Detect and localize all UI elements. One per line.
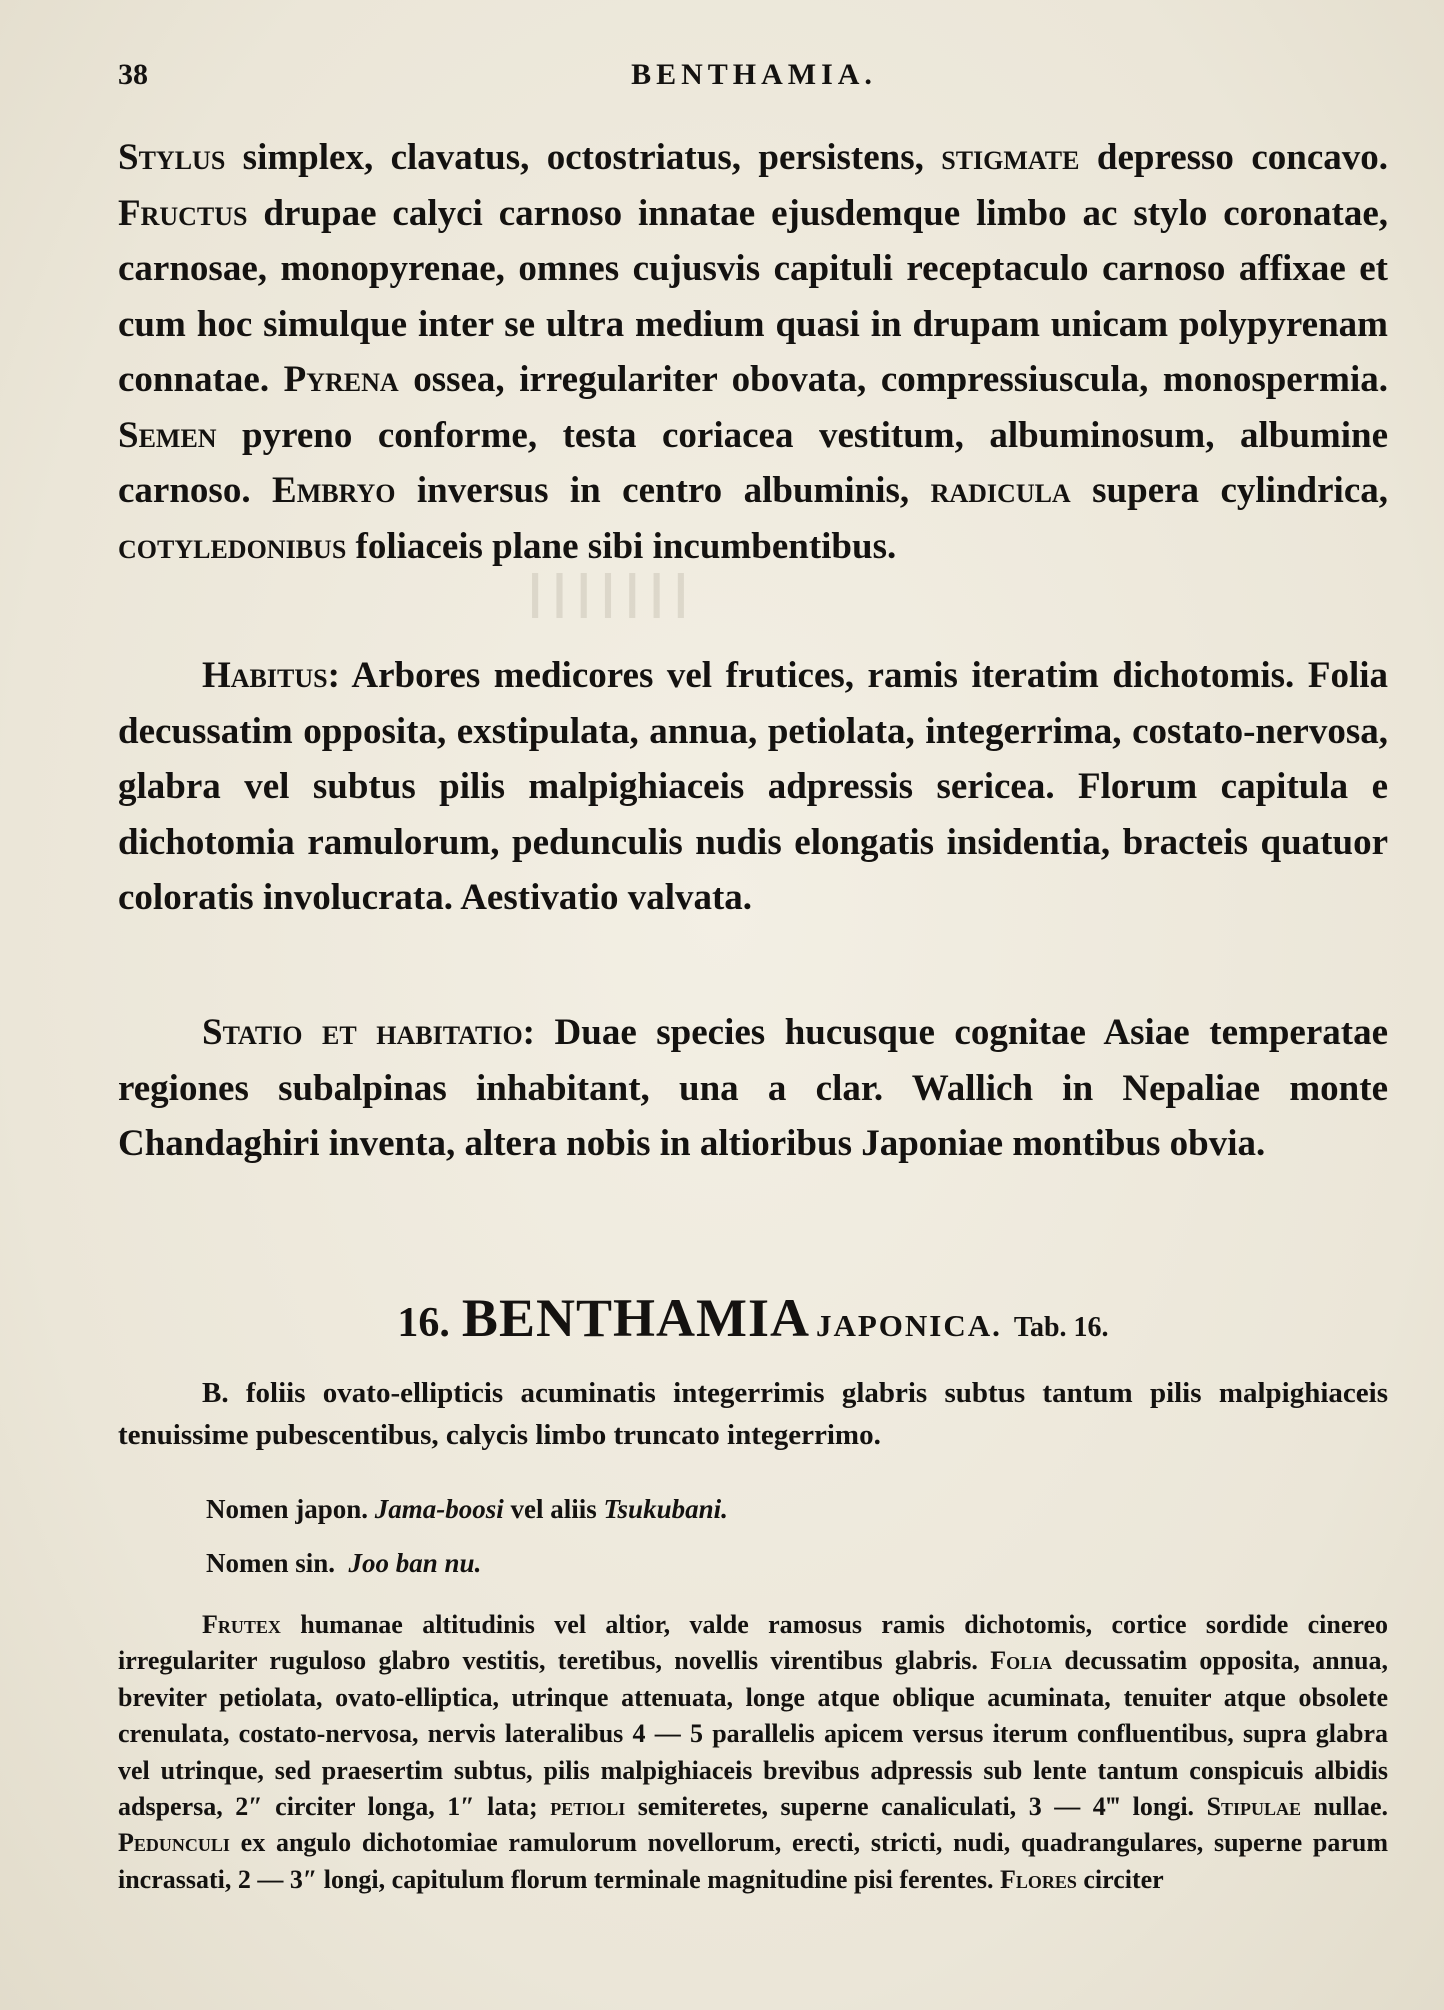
term-stigmate: stigmate <box>941 137 1080 178</box>
species-heading <box>118 1284 1388 1363</box>
term-stipulae: Stipulae <box>1206 1792 1302 1822</box>
text-run: ex angulo dichotomiae ramulorum novellorum, erecti, stricti, nudi, quadrangulares, superne parum incrassati, 2 — 3″ longi, capitulum florum terminale magnitudine pisi ferentes. <box>118 1828 1388 1894</box>
nomen-japonicum <box>206 1494 728 1525</box>
text-run: ossea, irregulariter obovata, compressiuscula, monospermia. <box>398 359 1388 400</box>
text-run: supera cylindrica, <box>1070 470 1388 511</box>
nomen-japon-name-a: Jama-boosi <box>374 1494 504 1524</box>
term-radicula: radicula <box>930 470 1071 511</box>
text-run: inversus in centro albuminis, <box>395 470 931 511</box>
page-number: 38 <box>118 58 148 91</box>
term-cotyledonibus: cotyledonibus <box>118 525 347 567</box>
paragraph-fruit-description <box>118 130 1388 574</box>
species-description <box>118 1607 1388 1898</box>
nomen-japon-label: Nomen japon. <box>206 1494 369 1524</box>
term-stylus: Stylus <box>118 137 226 178</box>
plate-reference: Tab. 16. <box>1013 1312 1109 1343</box>
text-run: semiteretes, superne canaliculati, 3 — 4‴ longi. <box>625 1792 1207 1822</box>
text-run: : Duae species hucusque cognitae Asiae temperatae regiones subalpinas inhabitant, una a clar. Wallich in Nepaliae monte Chandaghiri inventa, altera nobis in altioribus Japoniae montibus obvia. <box>118 1012 1388 1164</box>
text-run: foliaceis plane sibi incumbentibus. <box>346 525 897 567</box>
text-run: decussatim opposita, annua, breviter petiolata, ovato-elliptica, utrinque attenuata, longe atque oblique acuminata, tenuiter atque obsolete crenulata, costato-nervosa, nervis lateralibus 4 — 5 parallelis apicem versus iterum confluentibus, supra glabra vel utrinque, sed praesertim subtus, pilis malpighiaceis brevibus adpressis sub lente tantum conspicuis albidis adspersa, 2″ circiter longa, 1″ lata; <box>118 1646 1388 1822</box>
nomen-sin-label: Nomen sin. <box>206 1548 336 1578</box>
text-run: circiter <box>1076 1864 1164 1894</box>
term-semen: Semen <box>118 414 217 456</box>
term-folia: Folia <box>990 1646 1053 1676</box>
term-fructus: Fructus <box>118 192 248 234</box>
species-epithet: JAPONICA. <box>815 1308 1002 1343</box>
paragraph-habitus <box>118 648 1388 926</box>
nomen-japon-connector: vel aliis <box>503 1494 604 1524</box>
term-habitus: Habitus <box>202 655 328 696</box>
term-flores: Flores <box>999 1864 1077 1894</box>
term-frutex: Frutex <box>202 1610 281 1639</box>
text-run: depresso concavo. <box>1079 137 1388 178</box>
running-title: BENTHAMIA. <box>631 58 877 91</box>
text-run: drupae calyci carnoso innatae ejusdemque limbo ac stylo coronatae, carnosae, monopyrenae, omnes cujusvis capituli receptaculo carnoso affixae et cum hoc simulque inter se ultra medium quasi in drupam unicam polypyrenam connatae. <box>118 192 1388 400</box>
text-run: : Arbores medicores vel frutices, ramis iteratim dichotomis. Folia decussatim opposita, exstipulata, annua, petiolata, integerrima, costato-nervosa, glabra vel subtus pilis malpighiaceis adpressis sericea. Florum capitula e dichotomia ramulorum, pedunculis nudis elongatis insidentia, bracteis quatuor coloratis involucrata. Aestivatio valvata. <box>118 655 1388 918</box>
term-embryo: Embryo <box>272 470 396 511</box>
text-run: pyreno conforme, testa coriacea vestitum, albuminosum, albumine carnoso. <box>118 414 1388 511</box>
paragraph-statio <box>118 1005 1388 1172</box>
term-petioli: petioli <box>550 1792 626 1822</box>
term-pedunculi: Pedunculi <box>118 1828 230 1858</box>
bleed-through-decoration: ⅠⅠⅠⅠⅠⅠⅠ <box>520 564 690 632</box>
text-run: humanae altitudinis vel altior, valde ramosus ramis dichotomis, cortice sordide cinereo irregulariter ruguloso glabro vestitis, teretibus, novellis virentibus glabris. <box>118 1610 1388 1676</box>
nomen-japon-name-b: Tsukubani. <box>603 1494 728 1524</box>
term-pyrena: Pyrena <box>283 359 399 400</box>
text-run: simplex, clavatus, octostriatus, persistens, <box>225 137 942 178</box>
nomen-sin-name: Joo ban nu. <box>348 1548 482 1578</box>
term-statio: Statio et habitatio <box>202 1012 523 1053</box>
species-number: 16. <box>397 1300 450 1346</box>
nomen-sinicum <box>206 1548 481 1579</box>
species-diagnosis: B. foliis ovato-ellipticis acuminatis integerrimis glabris subtus tantum pilis malpighiaceis tenuissime pubescentibus, calycis limbo truncato integerrimo. <box>118 1377 1388 1451</box>
page-header <box>118 58 1390 98</box>
text-run: nullae. <box>1301 1792 1388 1822</box>
species-genus: BENTHAMIA <box>461 1288 810 1348</box>
